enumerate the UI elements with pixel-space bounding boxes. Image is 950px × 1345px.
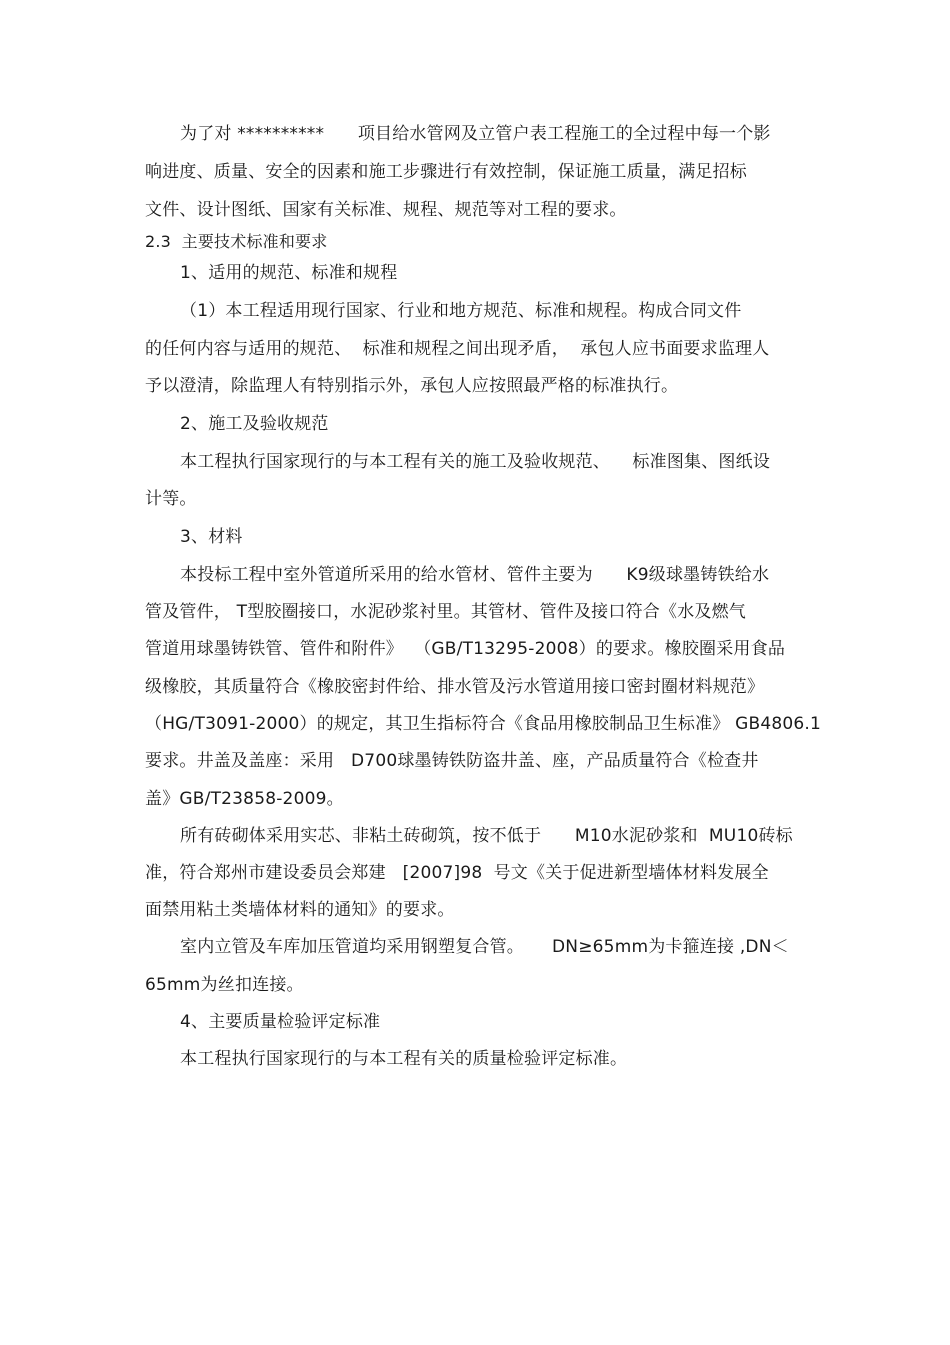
item-3-p3-line-1: 室内立管及车库加压管道均采用钢塑复合管。 DN≥65mm为卡箍连接 ,DN＜ xyxy=(180,937,789,957)
item-3-p1-line-6: 要求。井盖及盖座：采用 D700球墨铸铁防盗井盖、座，产品质量符合《检查井 xyxy=(145,751,759,771)
item-4-title: 4、主要质量检验评定标准 xyxy=(180,1012,381,1032)
item-1-line-3: 予以澄清，除监理人有特别指示外，承包人应按照最严格的标准执行。 xyxy=(145,376,679,396)
item-2-line-2: 计等。 xyxy=(145,489,197,509)
item-3-p3-line-2: 65mm为丝扣连接。 xyxy=(145,975,304,995)
item-3-p1-line-3: 管道用球墨铸铁管、管件和附件》 （GB/T13295-2008）的要求。橡胶圈采用食品 xyxy=(145,639,786,659)
section-heading-2-3: 2.3 主要技术标准和要求 xyxy=(145,232,328,251)
intro-line-3: 文件、设计图纸、国家有关标准、规程、规范等对工程的要求。 xyxy=(145,200,627,220)
item-2-line-1: 本工程执行国家现行的与本工程有关的施工及验收规范、 标准图集、图纸设 xyxy=(180,452,771,472)
item-1-line-2: 的任何内容与适用的规范、 标准和规程之间出现矛盾， 承包人应书面要求监理人 xyxy=(145,339,770,359)
item-3-title: 3、材料 xyxy=(180,527,243,547)
item-3-p2-line-3: 面禁用粘土类墙体材料的通知》的要求。 xyxy=(145,900,455,920)
intro-line-1: 为了对 ********** 项目给水管网及立管户表工程施工的全过程中每一个影 xyxy=(180,124,771,144)
item-3-p1-line-1: 本投标工程中室外管道所采用的给水管材、管件主要为 K9级球墨铸铁给水 xyxy=(180,565,770,585)
item-1-line-1: （1）本工程适用现行国家、行业和地方规范、标准和规程。构成合同文件 xyxy=(180,301,742,321)
item-2-title: 2、施工及验收规范 xyxy=(180,414,329,434)
item-3-p2-line-1: 所有砖砌体采用实芯、非粘土砖砌筑，按不低于 M10水泥砂浆和 MU10砖标 xyxy=(180,826,793,846)
item-3-p2-line-2: 准，符合郑州市建设委员会郑建 [2007]98 号文《关于促进新型墙体材料发展全 xyxy=(145,863,769,883)
item-4-line-1: 本工程执行国家现行的与本工程有关的质量检验评定标准。 xyxy=(180,1049,628,1069)
intro-line-2: 响进度、质量、安全的因素和施工步骤进行有效控制，保证施工质量，满足招标 xyxy=(145,162,747,182)
item-3-p1-line-4: 级橡胶，其质量符合《橡胶密封件给、排水管及污水管道用接口密封圈材料规范》 xyxy=(145,677,765,697)
item-3-p1-line-7: 盖》GB/T23858-2009。 xyxy=(145,789,344,809)
item-3-p1-line-2: 管及管件， T型胶圈接口，水泥砂浆衬里。其管材、管件及接口符合《水及燃气 xyxy=(145,602,746,622)
item-3-p1-line-5: （HG/T3091-2000）的规定，其卫生指标符合《食品用橡胶制品卫生标准》 GB4806.1 xyxy=(145,714,822,734)
item-1-title: 1、适用的规范、标准和规程 xyxy=(180,263,398,283)
